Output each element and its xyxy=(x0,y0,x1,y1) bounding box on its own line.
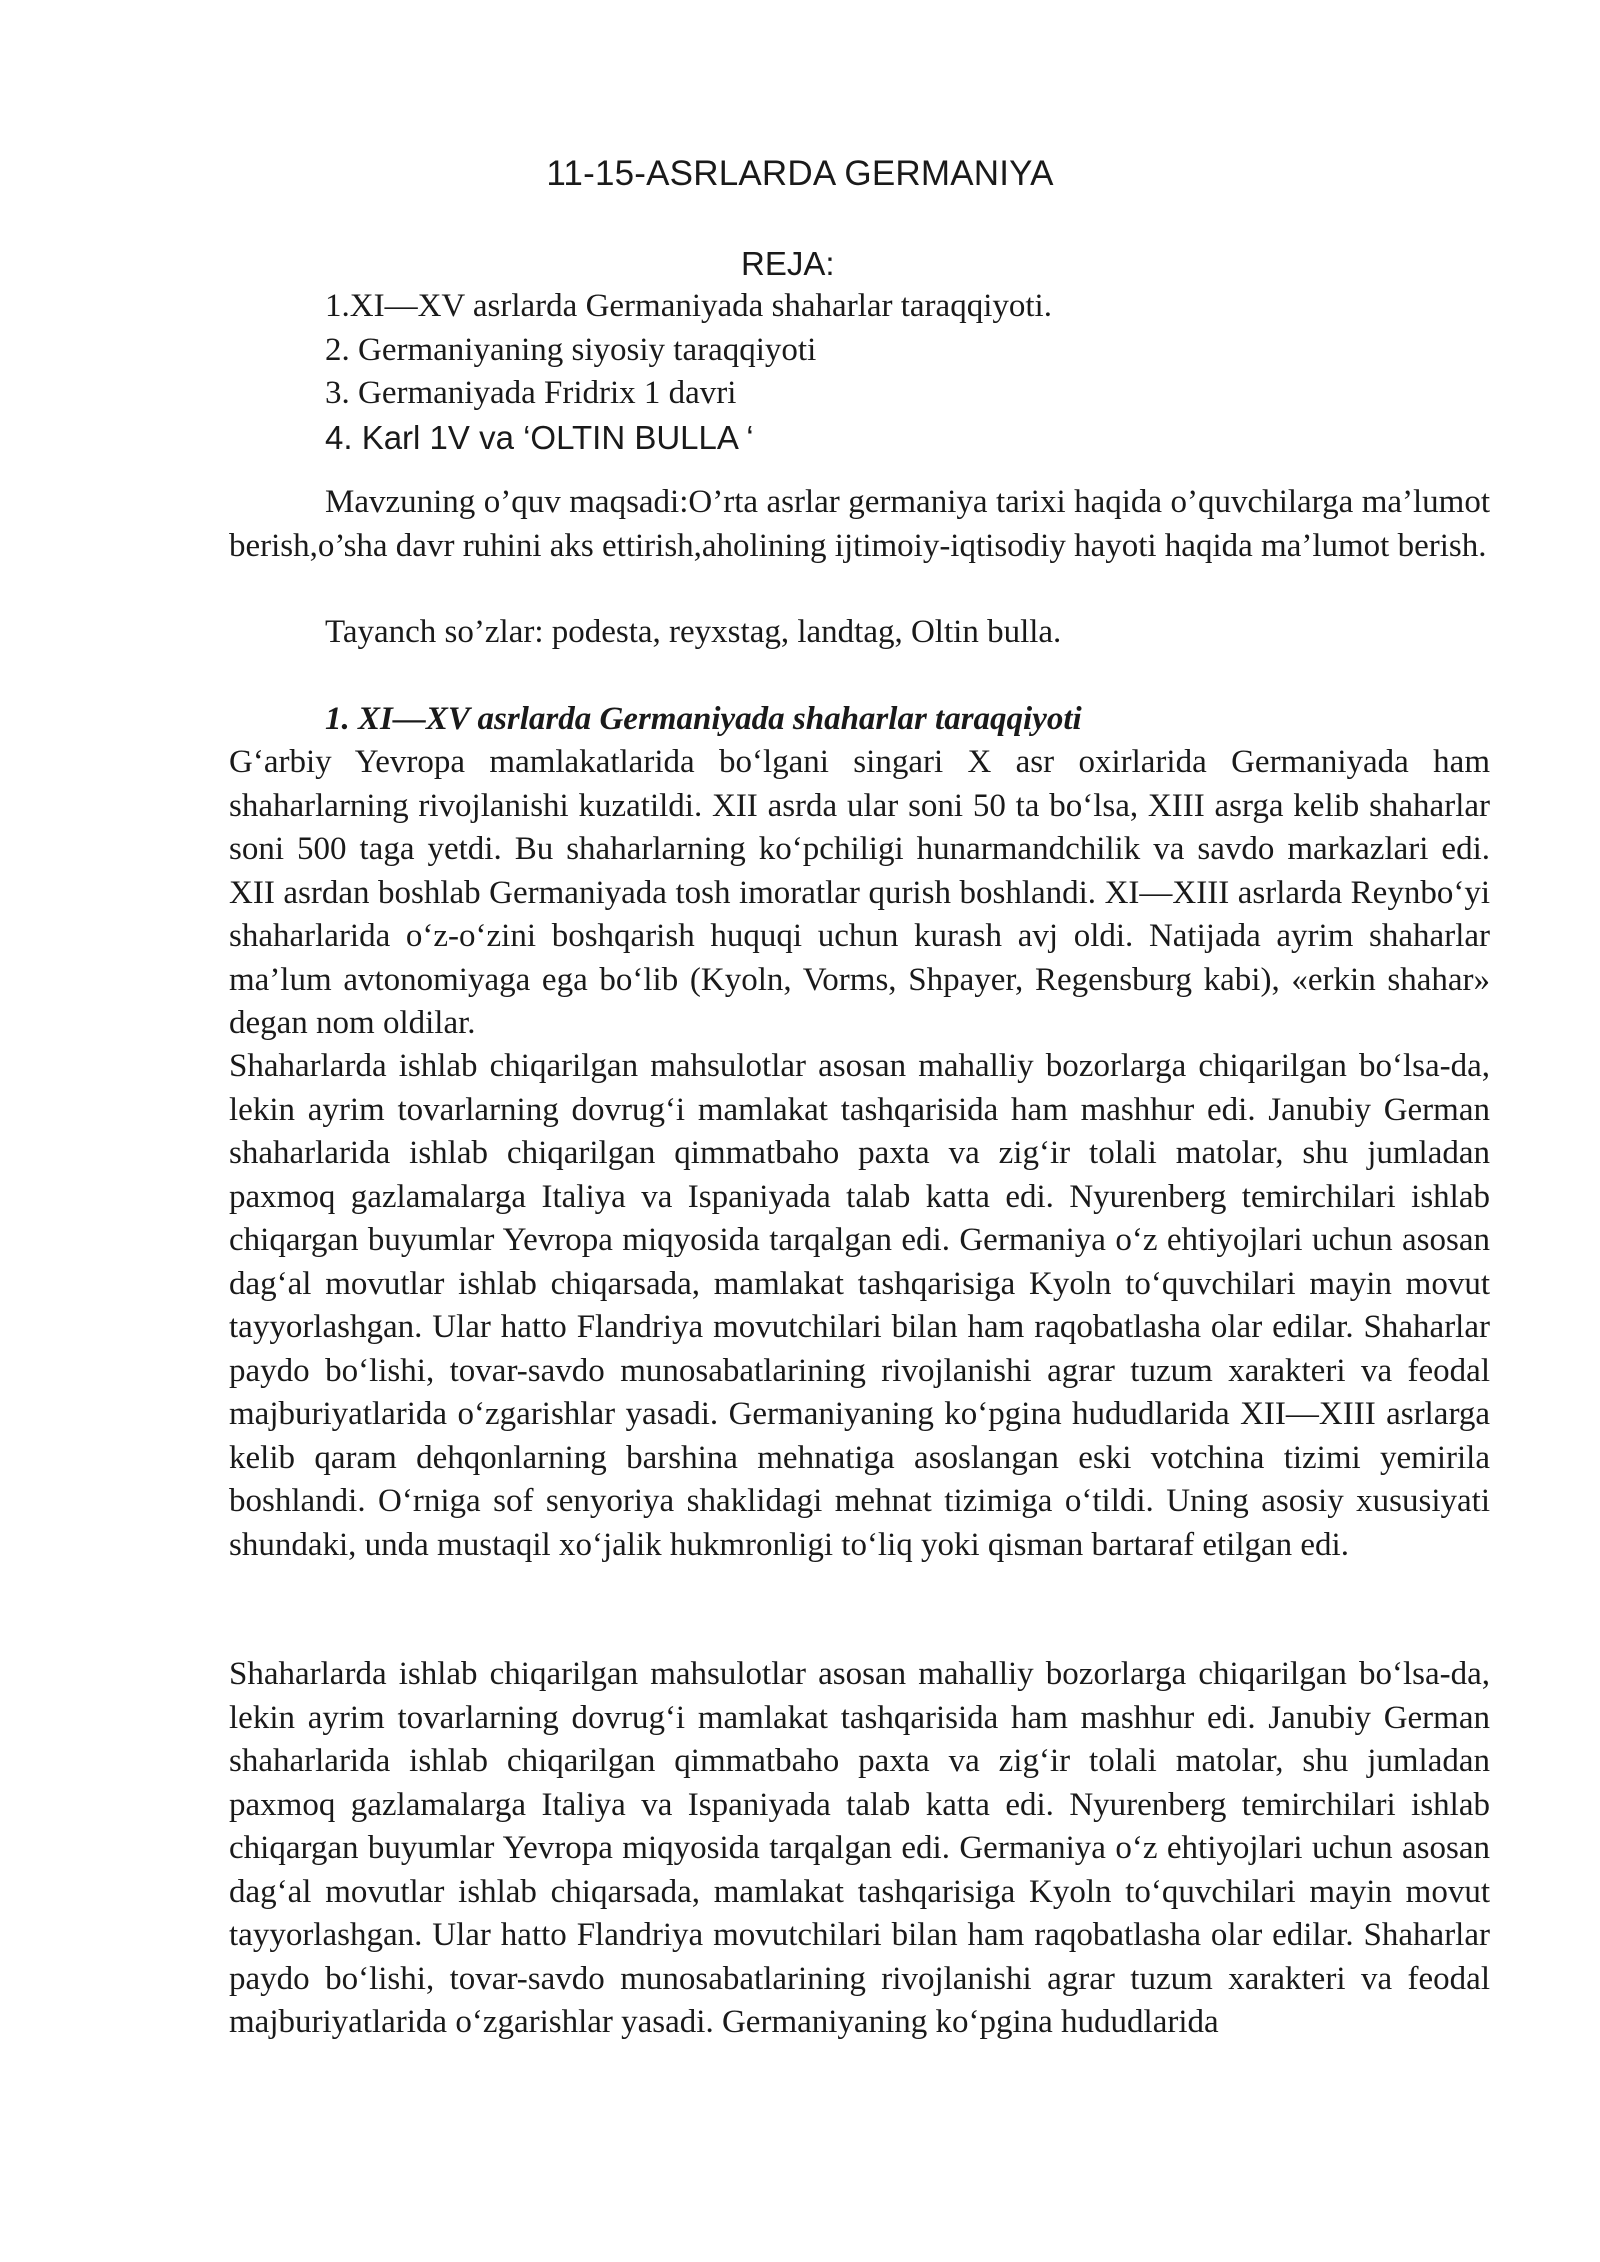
keywords-paragraph: Tayanch so’zlar: podesta, reyxstag, landtag, Oltin bulla. xyxy=(325,614,1062,650)
plan-item: 2. Germaniyaning siyosiy taraqqiyoti xyxy=(325,331,817,368)
body-paragraph: G‘arbiy Yevropa mamlakatlarida bo‘lgani singari X asr oxirlarida Germaniyada ham shaharlarning rivojlanishi kuzatildi. XII asrda ular soni 50 ta bo‘lsa, XIII asrga kelib shaharlar soni 500 taga yetdi. Bu shaharlarning ko‘pchiligi hunarmandchilik va savdo markazlari edi. XII asrdan boshlab Germaniyada tosh imoratlar qurish boshlandi. XI—XIII asrlarda Reynbo‘yi shaharlarida o‘z-o‘zini boshqarish huquqi uchun kurash avj oldi. Natijada ayrim shaharlar ma’lum avtonomiyaga ega bo‘lib (Kyoln, Vorms, Shpayer, Regensburg kabi), «erkin shahar» degan nom oldilar. xyxy=(229,744,1490,1041)
plan-item: 3. Germaniyada Fridrix 1 davri xyxy=(325,375,737,411)
body-paragraph: Shaharlarda ishlab chiqarilgan mahsulotlar asosan mahalliy bozorlarga chiqarilgan bo‘lsa-da, lekin ayrim tovarlarning dovrug‘i mamlakat tashqarisida ham mashhur edi. Janubiy German shaharlarida ishlab chiqarilgan qimmatbaho paxta va zig‘ir tolali matolar, shu jumladan paxmoq gazlamalarga Italiya va Ispaniyada talab katta edi. Nyurenberg temirchilari ishlab chiqargan buyumlar Yevropa miqyosida tarqalgan edi. Germaniya o‘z ehtiyojlari uchun asosan dag‘al movutlar ishlab chiqarsada, mamlakat tashqarisiga Kyoln to‘quvchilari mayin movut tayyorlashgan. Ular hatto Flandriya movutchilari bilan ham raqobatlasha olar edilar. Shaharlar paydo bo‘lishi, tovar-savdo munosabatlarining rivojlanishi agrar tuzum xarakteri va feodal majburiyatlarida o‘zgarishlar yasadi. Germaniyaning ko‘pgina hududlarida xyxy=(229,1656,1490,2040)
plan-item: 4. Karl 1V va ‘OLTIN BULLA ‘ xyxy=(325,418,754,456)
document-title: 11-15-ASRLARDA GERMANIYA xyxy=(546,154,1054,193)
body-paragraph: Shaharlarda ishlab chiqarilgan mahsulotlar asosan mahalliy bozorlarga chiqarilgan bo‘lsa-da, lekin ayrim tovarlarning dovrug‘i mamlakat tashqarisida ham mashhur edi. Janubiy German shaharlarida ishlab chiqarilgan qimmatbaho paxta va zig‘ir tolali matolar, shu jumladan paxmoq gazlamalarga Italiya va Ispaniyada talab katta edi. Nyurenberg temirchilari ishlab chiqargan buyumlar Yevropa miqyosida tarqalgan edi. Germaniya o‘z ehtiyojlari uchun asosan dag‘al movutlar ishlab chiqarsada, mamlakat tashqarisiga Kyoln to‘quvchilari mayin movut tayyorlashgan. Ular hatto Flandriya movutchilari bilan ham raqobatlasha olar edilar. Shaharlar paydo bo‘lishi, tovar-savdo munosabatlarining rivojlanishi agrar tuzum xarakteri va feodal majburiyatlarida o‘zgarishlar yasadi. Germaniyaning ko‘pgina hududlarida XII—XIII asrlarga kelib qaram dehqonlarning barshina mehnatiga asoslangan eski votchina tizimi yemirila boshlandi. O‘rniga sof senyoriya shaklidagi mehnat tizimiga o‘tildi. Uning asosiy xususiyati shundaki, unda mustaqil xo‘jalik hukmronligi to‘liq yoki qisman bartaraf etilgan edi. xyxy=(229,1048,1490,1563)
plan-heading: REJA: xyxy=(741,245,835,282)
section-heading: 1. XI—XV asrlarda Germaniyada shaharlar taraqqiyoti xyxy=(325,701,1082,737)
plan-item: 1.XI—XV asrlarda Germaniyada shaharlar taraqqiyoti. xyxy=(325,288,1052,324)
lesson-goal-paragraph: Mavzuning o’quv maqsadi:O’rta asrlar germaniya tarixi haqida o’quvchilarga ma’lumot berish,o’sha davr ruhini aks ettirish,aholining ijtimoiy-iqtisodiy hayoti haqida ma’lumot berish. xyxy=(229,484,1490,564)
